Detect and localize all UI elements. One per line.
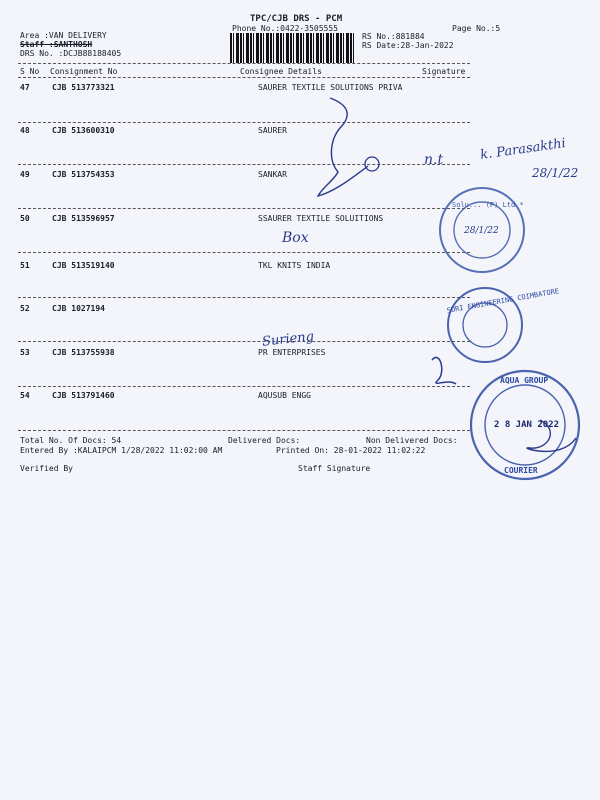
signature-scribble: [432, 357, 456, 384]
handwritten-name: k. Parasakthi: [479, 136, 567, 163]
stamp-text: AQUA GROUP: [500, 376, 549, 385]
row-sno: 47: [20, 83, 30, 92]
row-consignee: SAURER TEXTILE SOLUTIONS PRIVA: [258, 83, 403, 92]
row-consignee: AQUSUB ENGG: [258, 391, 311, 400]
phone-number: Phone No.:0422-3505555: [232, 24, 338, 33]
total-docs: Total No. Of Docs: 54: [20, 436, 122, 445]
row-consignment: CJB 513600310: [52, 126, 115, 135]
staff-field: Staff :SANTHOSH: [20, 40, 93, 49]
row-consignment: CJB 513596957: [52, 214, 115, 223]
stamp-date: 2 8 JAN 2022: [494, 420, 560, 430]
row-sno: 53: [20, 348, 30, 357]
stamp-date: 28/1/22: [464, 226, 499, 236]
row-consignee: SSAURER TEXTILE SOLUITIONS: [258, 214, 384, 223]
row-sno: 50: [20, 214, 30, 223]
row-consignee: SAURER: [258, 126, 287, 135]
signature-stroke: [318, 98, 368, 196]
col-header-consignee: Consignee Details: [240, 67, 322, 76]
row-consignment: CJB 513773321: [52, 83, 115, 92]
row-consignee: TKL KNITS INDIA: [258, 261, 331, 270]
handwritten-note: n.t: [424, 152, 444, 168]
area-field: Area :VAN DELIVERY: [20, 31, 107, 40]
handwritten-note: Surieng: [261, 329, 315, 350]
row-consignment: CJB 513755938: [52, 348, 115, 357]
col-header-consignment: Consignment No: [50, 67, 118, 76]
handwritten-date: 28/1/22: [532, 166, 579, 180]
row-consignee: SANKAR: [258, 170, 287, 179]
stamp-text: SURI ENGINEERING COIMBATORE: [446, 287, 560, 315]
stamp-text: Solu... (P) Ltd *: [452, 201, 524, 209]
row-sno: 54: [20, 391, 30, 400]
rs-date: RS Date:28-Jan-2022: [362, 41, 454, 50]
entered-by: Entered By :KALAIPCM 1/28/2022 11:02:00 AM: [20, 446, 223, 455]
signature-loop: [365, 157, 379, 171]
stamp-text: COURIER: [504, 466, 538, 475]
row-consignment: CJB 513791460: [52, 391, 115, 400]
report-title: TPC/CJB DRS - PCM: [250, 14, 343, 24]
printed-on: Printed On: 28-01-2022 11:02:22: [276, 446, 426, 455]
non-delivered-docs: Non Delivered Docs:: [366, 436, 458, 445]
handwritten-note: Box: [282, 230, 309, 246]
row-consignment: CJB 513754353: [52, 170, 115, 179]
row-sno: 49: [20, 170, 30, 179]
delivered-docs: Delivered Docs:: [228, 436, 301, 445]
verified-by: Verified By: [20, 464, 73, 473]
col-header-sno: S No: [20, 67, 40, 76]
row-sno: 51: [20, 261, 30, 270]
rs-number: RS No.:881884: [362, 32, 425, 41]
row-consignee: PR ENTERPRISES: [258, 348, 326, 357]
page-number: Page No.:5: [452, 24, 501, 33]
row-consignment: CJB 1027194: [52, 304, 105, 313]
row-sno: 48: [20, 126, 30, 135]
col-header-signature: Signature: [422, 67, 466, 76]
row-sno: 52: [20, 304, 30, 313]
row-consignment: CJB 513519140: [52, 261, 115, 270]
drs-number: DRS No. :DCJB88188405: [20, 49, 122, 58]
staff-signature: Staff Signature: [298, 464, 371, 473]
